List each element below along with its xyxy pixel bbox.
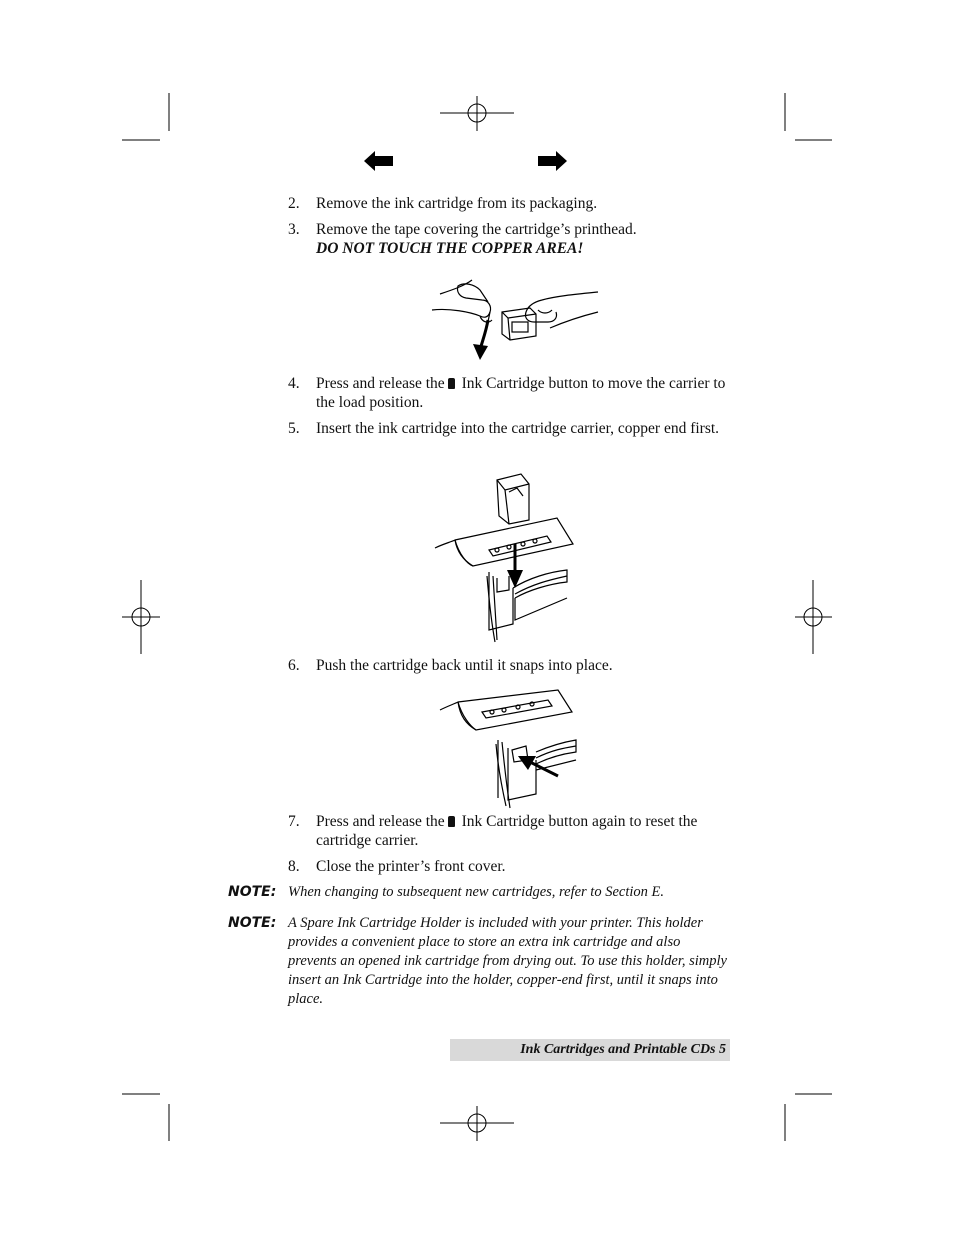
step-text-before: Press and release the <box>316 375 445 392</box>
ink-cartridge-button-icon <box>448 816 455 827</box>
step-text: Remove the tape covering the cartridge’s printhead. <box>316 221 637 238</box>
step-text: Close the printer’s front cover. <box>316 858 506 875</box>
ink-cartridge-button-icon <box>448 378 455 389</box>
step-text-after: Ink Cartridge button to move the carrier to the load position. <box>316 375 726 411</box>
note-label: NOTE: <box>228 915 277 931</box>
note-text: When changing to subsequent new cartridges, refer to Section E. <box>288 884 664 900</box>
step-text: Push the cartridge back until it snaps into place. <box>316 657 613 674</box>
registration-target-top <box>440 96 514 131</box>
step-number: 8. <box>288 858 300 875</box>
step-text: Insert the ink cartridge into the cartridge carrier, copper end first. <box>316 420 720 437</box>
step-number: 2. <box>288 195 300 212</box>
step-text: Remove the ink cartridge from its packaging. <box>316 195 598 212</box>
step-number: 7. <box>288 813 300 830</box>
registration-target-right <box>795 580 832 654</box>
remove-tape-illustration <box>430 272 600 362</box>
push-cartridge-illustration <box>440 690 580 810</box>
copper-warning: DO NOT TOUCH THE COPPER AREA! <box>316 240 584 257</box>
registration-target-bottom <box>440 1106 514 1141</box>
registration-target-left <box>122 580 160 654</box>
step-number: 6. <box>288 657 300 674</box>
note-text: A Spare Ink Cartridge Holder is included with your printer. This holder provides a convenient place to store an extra ink cartridge and also prevents an opened ink cartridge from drying out. To use this holder, simply insert an Ink Cartridge into the holder, copper-end first, until it snaps into place. <box>288 915 727 1007</box>
step-number: 3. <box>288 221 300 238</box>
page-footer: Ink Cartridges and Printable CDs 5 <box>450 1039 730 1061</box>
step-number: 5. <box>288 420 300 437</box>
step-text-after: Ink Cartridge button again to reset the cartridge carrier. <box>316 813 698 849</box>
insert-cartridge-illustration <box>433 470 573 642</box>
step-number: 4. <box>288 375 300 392</box>
step-text-before: Press and release the <box>316 813 445 830</box>
arrow-right-icon[interactable] <box>538 151 568 171</box>
note-label: NOTE: <box>228 884 277 900</box>
arrow-left-icon[interactable] <box>364 151 394 171</box>
